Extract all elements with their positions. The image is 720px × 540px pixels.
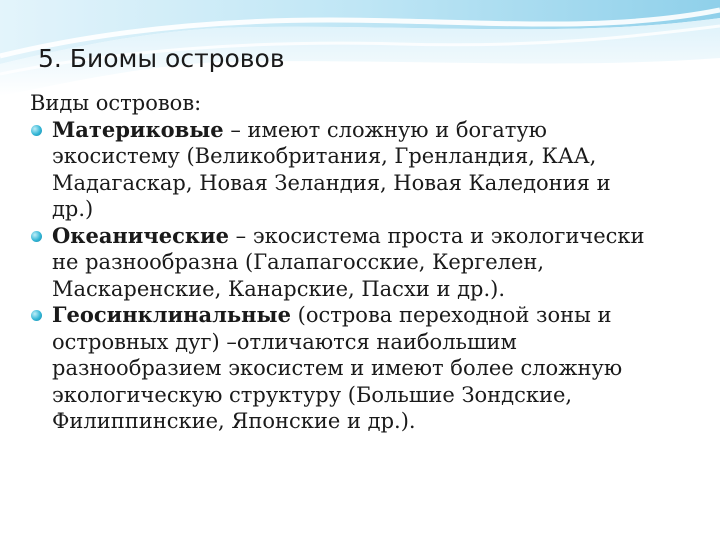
blue-sphere-bullet-icon [31, 310, 42, 321]
list-item [30, 223, 700, 303]
slide-body [30, 90, 700, 435]
bullet-text-line: др.) [52, 197, 94, 221]
bullet-term: Океанические [52, 222, 229, 248]
bullet-text-line: островных дуг) –отличаются наибольшим [52, 329, 517, 354]
blue-sphere-bullet-icon [31, 231, 42, 242]
list-item [30, 117, 700, 223]
bullet-text-line: экосистему (Великобритания, Гренландия, КАА, [52, 144, 597, 168]
bullet-term: Материковые [52, 116, 224, 142]
blue-sphere-bullet-icon [31, 125, 42, 136]
bullet-list [30, 117, 700, 435]
list-item [30, 302, 700, 435]
intro-text: Виды островов: [30, 91, 202, 115]
bullet-text-line: (острова переходной зоны и [290, 303, 612, 327]
bullet-term: Геосинклинальные [52, 302, 291, 327]
bullet-text-line: экологическую структуру (Большие Зондские, [52, 382, 573, 407]
bullet-text-line: не разнообразна (Галапагосские, Кергелен, [52, 250, 545, 274]
bullet-text-line: – экосистема проста и экологически [229, 223, 645, 248]
bullet-text-line: – имеют сложную и богатую [223, 117, 547, 142]
bullet-text-line: разнообразием экосистем и имеют более сложную [52, 356, 623, 380]
bullet-text-line: Маскаренские, Канарские, Пасхи и др.). [52, 276, 506, 301]
bullet-text-line: Филиппинские, Японские и др.). [52, 409, 416, 433]
bullet-text-line: Мадагаскар, Новая Зеландия, Новая Каледония и [52, 170, 611, 195]
slide-title: 5. Биомы островов [38, 44, 285, 73]
